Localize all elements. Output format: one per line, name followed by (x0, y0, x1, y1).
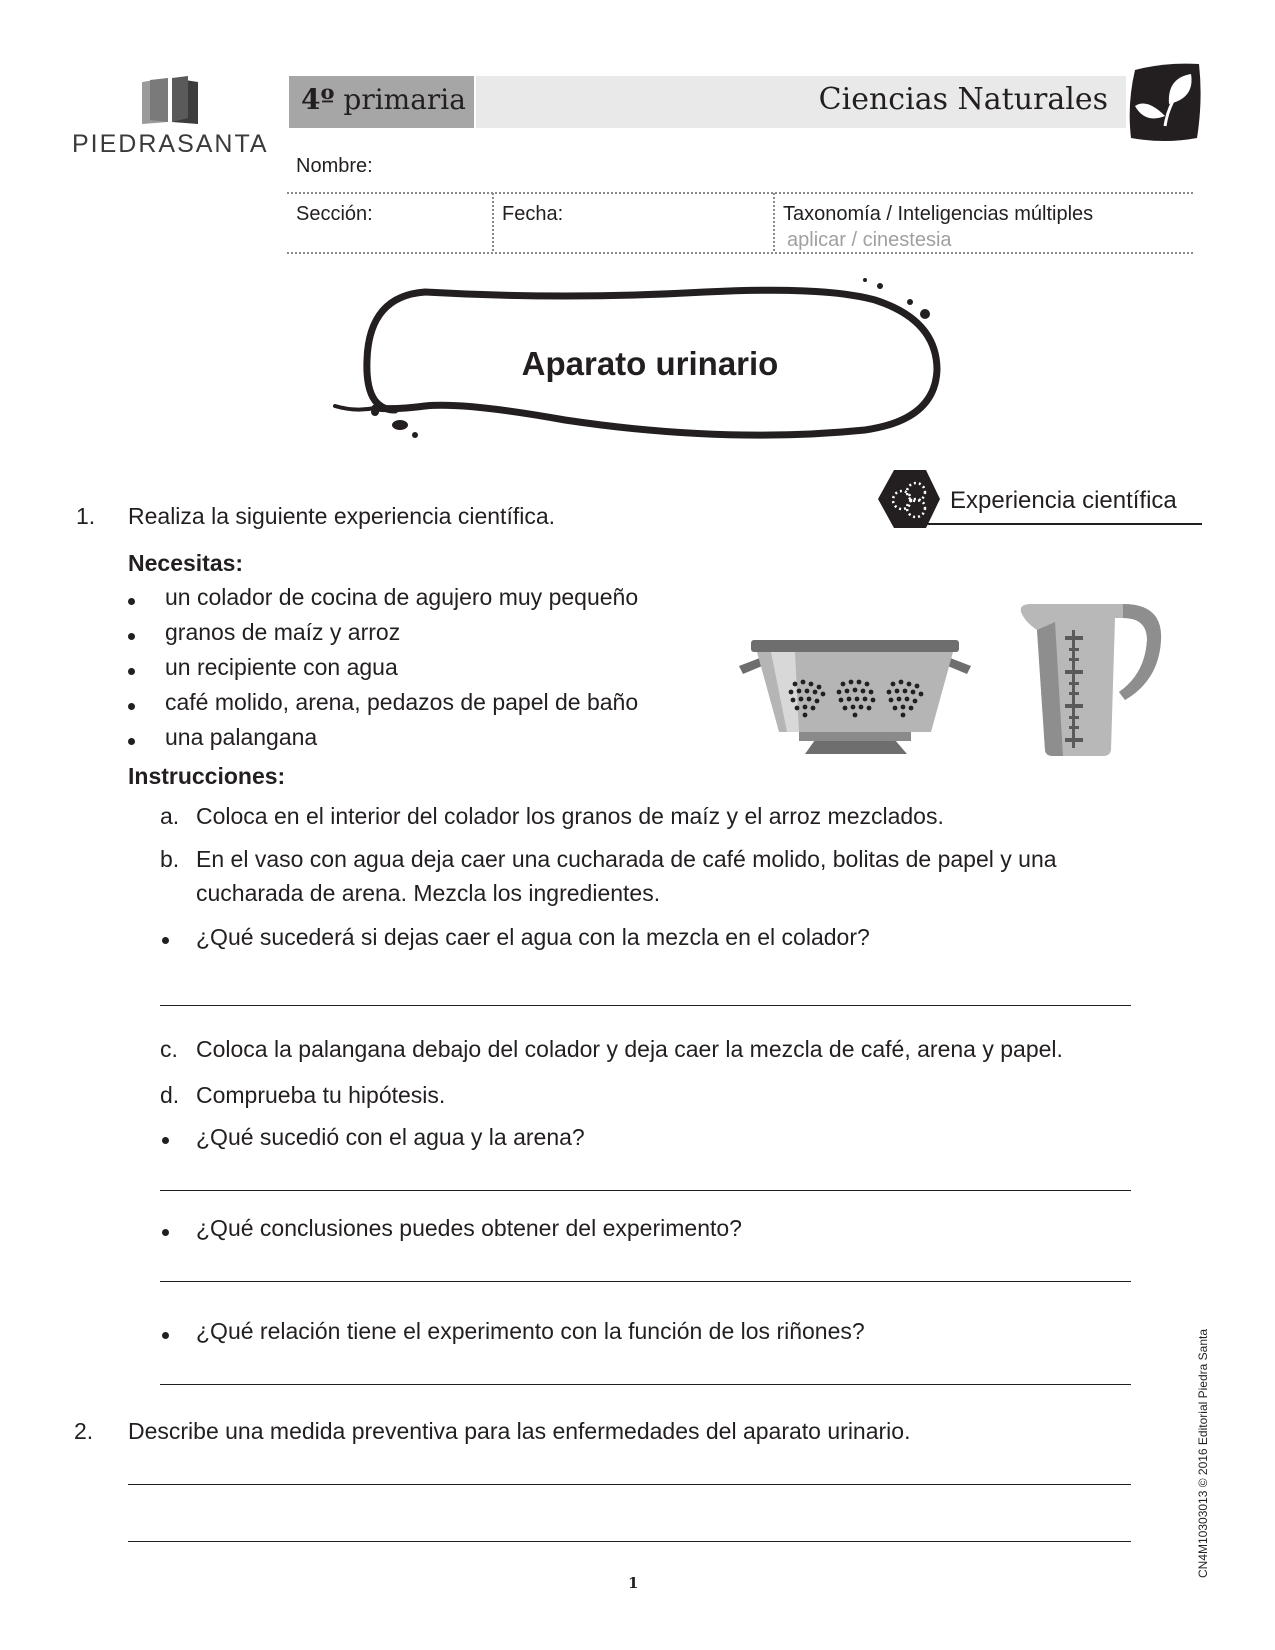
date-field-label: Fecha: (502, 203, 564, 225)
form-divider (287, 192, 1193, 194)
answer-line[interactable] (160, 1281, 1131, 1282)
form-divider (773, 193, 775, 251)
question-text: Realiza la siguiente experiencia científica. (128, 503, 556, 529)
answer-line[interactable] (128, 1541, 1131, 1542)
step-text: Coloca en el interior del colador los granos de maíz y el arroz mezclados. (196, 803, 944, 829)
page-number: 1 (628, 1574, 639, 1592)
question-prompt: ¿Qué sucederá si dejas caer el agua con la mezcla en el colador? (196, 924, 870, 950)
answer-line[interactable] (160, 1005, 1131, 1006)
answer-line[interactable] (160, 1384, 1131, 1385)
question-number: 1. (76, 503, 96, 529)
step-text: cucharada de arena. Mezcla los ingredientes. (196, 880, 661, 906)
grade-label: 4º primaria (301, 83, 466, 116)
copyright-code: CN4M10303013 © 2016 Editorial Piedra Santa (1196, 1329, 1210, 1578)
step-letter: a. (160, 803, 180, 829)
answer-line[interactable] (128, 1484, 1131, 1485)
bullet-icon (128, 598, 135, 605)
bullet-icon (128, 738, 135, 745)
question-prompt: ¿Qué conclusiones puedes obtener del experimento? (196, 1215, 742, 1241)
step-text: Comprueba tu hipótesis. (196, 1082, 446, 1108)
page-title: Aparato urinario (521, 345, 779, 382)
bullet-icon (162, 1332, 169, 1339)
bullet-icon (128, 703, 135, 710)
form-divider (287, 252, 1193, 254)
bullet-icon (128, 668, 135, 675)
question-prompt: ¿Qué sucedió con el agua y la arena? (196, 1124, 585, 1150)
bullet-icon (162, 1137, 169, 1144)
taxonomy-values: aplicar / cinestesia (787, 229, 952, 251)
badge-label: Experiencia científica (950, 487, 1177, 514)
step-letter: d. (160, 1082, 180, 1108)
brand-logo-text: PIEDRASANTA (72, 130, 269, 158)
bullet-icon (162, 1229, 169, 1236)
needs-heading: Necesitas: (128, 550, 244, 576)
colander-image (735, 600, 975, 760)
leaf-icon (1125, 60, 1205, 144)
step-letter: c. (160, 1036, 178, 1062)
list-item: granos de maíz y arroz (165, 619, 401, 645)
bullet-icon (128, 633, 135, 640)
list-item: un colador de cocina de agujero muy pequeño (165, 584, 639, 610)
name-field-label: Nombre: (296, 155, 373, 177)
list-item: café molido, arena, pedazos de papel de baño (165, 689, 639, 715)
question-text: Describe una medida preventiva para las enfermedades del aparato urinario. (128, 1418, 911, 1444)
question-number: 2. (74, 1418, 94, 1444)
badge-underline (920, 523, 1202, 525)
question-prompt: ¿Qué relación tiene el experimento con la función de los riñones? (196, 1318, 865, 1344)
list-item: un recipiente con agua (165, 654, 398, 680)
step-text: Coloca la palangana debajo del colador y deja caer la mezcla de café, arena y papel. (196, 1036, 1063, 1062)
taxonomy-label: Taxonomía / Inteligencias múltiples (783, 203, 1094, 225)
step-letter: b. (160, 846, 180, 872)
subject-title: Ciencias Naturales (818, 82, 1108, 117)
step-text: En el vaso con agua deja caer una cucharada de café molido, bolitas de papel y una (196, 846, 1057, 872)
section-field-label: Sección: (296, 203, 373, 225)
form-divider (492, 193, 494, 251)
answer-line[interactable] (160, 1190, 1131, 1191)
list-item: una palangana (165, 724, 318, 750)
instructions-heading: Instrucciones: (128, 763, 286, 789)
bullet-icon (162, 937, 169, 944)
measuring-jug-image (1015, 600, 1170, 760)
book-logo-icon (140, 74, 200, 126)
